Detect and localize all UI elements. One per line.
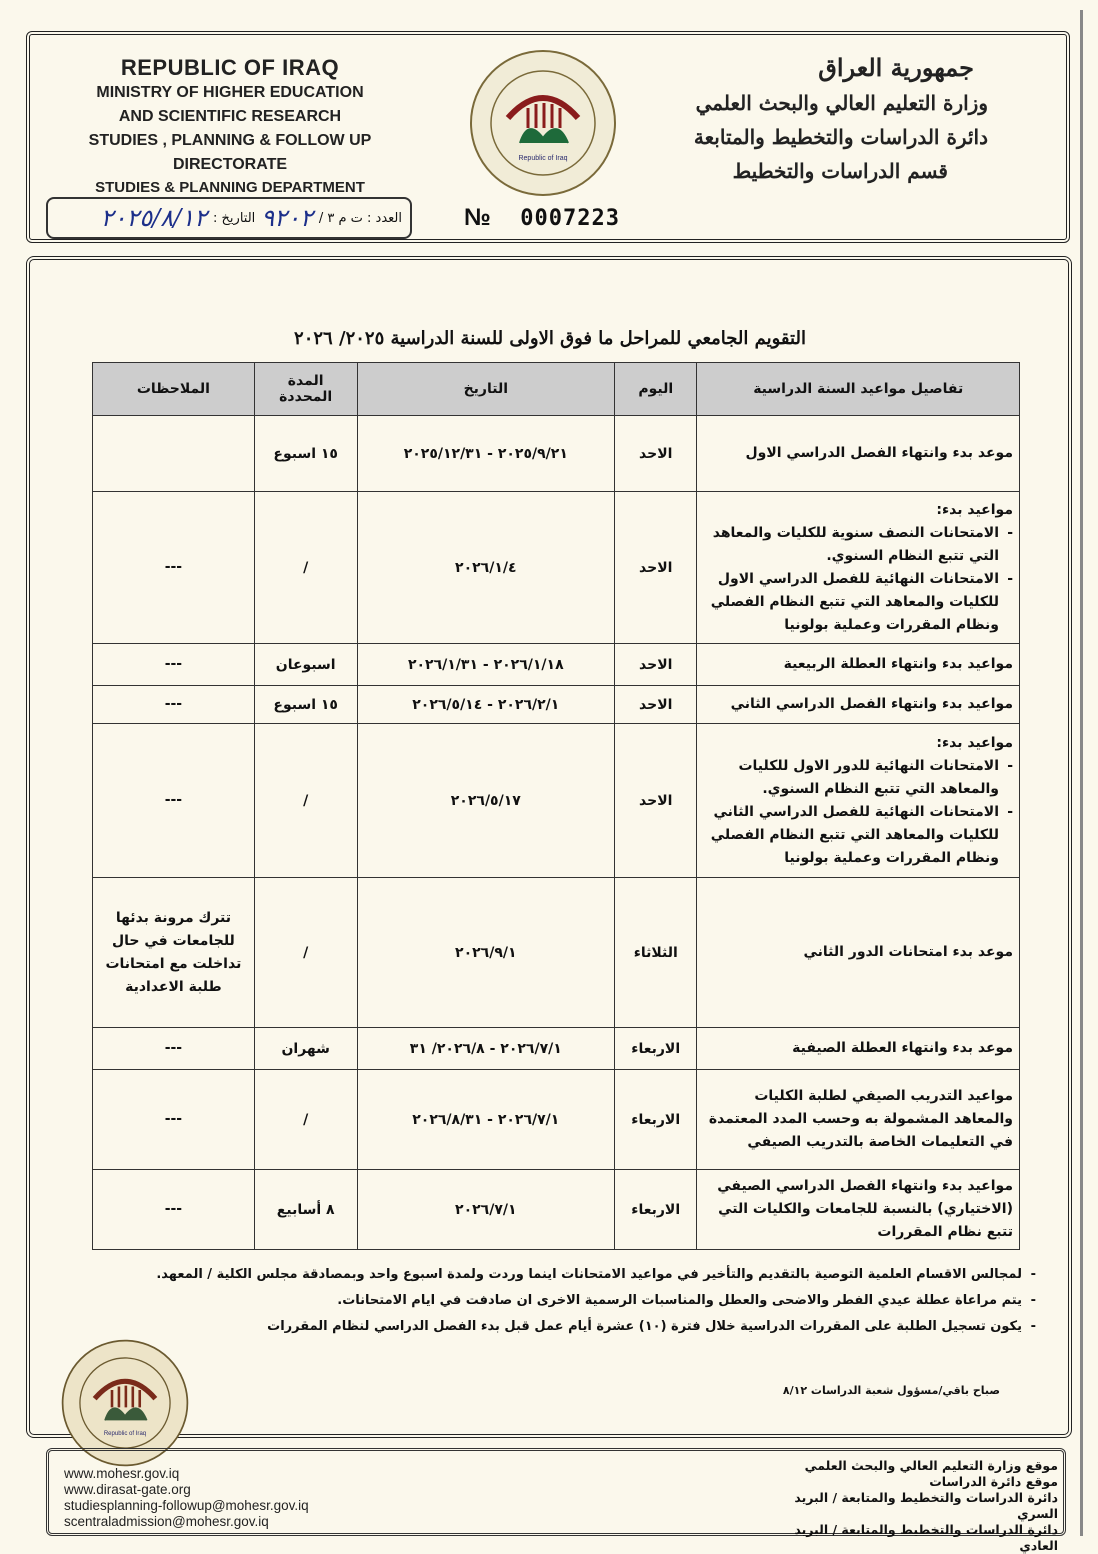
table-row [93,1028,1020,1070]
row-detail: مواعيد بدء وانتهاء الفصل الدراسي الصيفي (الاختياري) بالنسبة للجامعات والكليات التي تتبع نظام المقررات [697,1170,1020,1250]
serial-prefix: № [464,204,492,231]
row-detail: مواعيد بدء وانتهاء الفصل الدراسي الثاني [697,686,1020,724]
row-detail: موعد بدء وانتهاء الفصل الدراسي الاول [697,416,1020,492]
table-row [93,878,1020,1028]
row-notes: --- [93,1170,255,1250]
row-day: الاحد [615,492,697,644]
row-detail: موعد بدء امتحانات الدور الثاني [697,878,1020,1028]
row-detail: مواعيد بدء وانتهاء العطلة الربيعية [697,644,1020,686]
table-row [93,1170,1020,1250]
row-detail [697,492,1020,644]
header-duration: المدة المحددة [254,363,357,416]
table-row [93,686,1020,724]
row-detail: موعد بدء وانتهاء العطلة الصيفية [697,1028,1020,1070]
row-detail-bullet: - الامتحانات النصف سنوية للكليات والمعاهد التي تتبع النظام السنوي. [703,522,1013,568]
footer-label: موقع دائرة الدراسات [929,1474,1058,1489]
svg-text:Republic of Iraq: Republic of Iraq [103,1431,147,1438]
row-duration: ١٥ اسبوع [254,416,357,492]
row-detail-bullet: - الامتحانات النهائية للفصل الدراسي الثاني للكليات والمعاهد التي تتبع النظام الفصلي ونظام المقررات وعملية بولونيا [703,801,1013,870]
row-duration: شهران [254,1028,357,1070]
table-row [93,416,1020,492]
en-ministry-line1: MINISTRY OF HIGHER EDUCATION [96,84,364,101]
row-notes: --- [93,644,255,686]
serial-value: 0007223 [520,206,620,231]
row-duration: / [254,878,357,1028]
footer-link[interactable]: www.dirasat-gate.org [64,1482,191,1497]
row-duration: اسبوعان [254,644,357,686]
header-notes: الملاحظات [93,363,255,416]
serial-number [464,204,620,232]
ref-number-label: العدد : ت م ٣ / [318,210,402,226]
row-day: الاحد [615,416,697,492]
footnote-item: - يكون تسجيل الطلبة على المقررات الدراسية خلال فترة (١٠) عشرة أيام عمل قبل بدء الفصل الدراسي لنظام المقررات [110,1314,1036,1340]
en-directorate: STUDIES , PLANNING & FOLLOW UP DIRECTORATE [88,132,372,173]
footer-label: دائرة الدراسات والتخطيط والمتابعة / البريد السري [794,1490,1058,1521]
table-row [93,492,1020,644]
row-duration: / [254,724,357,878]
footnotes-list [110,1262,1036,1340]
ref-number-value: ٩٢٠٢ [261,204,313,232]
row-detail-bullet: - الامتحانات النهائية للفصل الدراسي الاول للكليات والمعاهد التي تتبع النظام الفصلي ونظام المقررات وعملية بولونيا [703,568,1013,637]
footer-contacts-ar [758,1458,1058,1554]
row-date: ٢٠٢٦/٧/١ - ٢٠٢٦/٨/ ٣١ [357,1028,614,1070]
ar-ministry: وزارة التعليم العالي والبحث العلمي [695,91,988,115]
row-date: ٢٠٢٦/١/١٨ - ٢٠٢٦/١/٣١ [357,644,614,686]
en-ministry-line2: AND SCIENTIFIC RESEARCH [118,108,342,125]
table-row [93,724,1020,878]
academic-calendar-table [92,362,1020,1250]
row-date: ٢٠٢٦/٧/١ [357,1170,614,1250]
footer-contacts-en [64,1466,309,1530]
document-title: التقويم الجامعي للمراحل ما فوق الاولى للسنة الدراسية ٢٠٢٥/ ٢٠٢٦ [294,328,806,349]
row-day: الاحد [615,686,697,724]
row-detail-head: مواعيد بدء: [936,734,1013,751]
row-notes: --- [93,1028,255,1070]
footer-label: دائرة الدراسات والتخطيط والمتابعة / البريد العادي [794,1522,1058,1553]
row-duration: / [254,492,357,644]
row-detail [697,724,1020,878]
svg-text:Republic of Iraq: Republic of Iraq [518,155,568,162]
en-department: STUDIES & PLANNING DEPARTMENT [95,179,365,196]
row-day: الثلاثاء [615,878,697,1028]
footer-email[interactable]: studiesplanning-followup@mohesr.gov.iq [64,1498,309,1513]
signature-note: صباح باقي/مسؤول شعبة الدراسات ٨/١٢ [782,1384,1000,1397]
ref-date-value: ٢٠٢٥/٨/١٢ [100,204,208,232]
row-date: ٢٠٢٦/١/٤ [357,492,614,644]
table-header-row [93,363,1020,416]
row-notes: --- [93,686,255,724]
row-detail-bullet: - الامتحانات النهائية للدور الاول للكليات والمعاهد التي تتبع النظام السنوي. [703,755,1013,801]
row-day: الاربعاء [615,1170,697,1250]
row-date: ٢٠٢٥/٩/٢١ - ٢٠٢٥/١٢/٣١ [357,416,614,492]
row-notes: --- [93,492,255,644]
letterhead-arabic [608,50,988,188]
row-detail-head: مواعيد بدء: [936,501,1013,518]
footnote-item: - يتم مراعاة عطلة عيدي الفطر والاضحى والعطل والمناسبات الرسمية الاخرى ان صادفت في ايام الامتحانات. [110,1288,1036,1314]
page-edge [1080,10,1083,1536]
row-day: الاربعاء [615,1070,697,1170]
row-day: الاحد [615,644,697,686]
header-date: التاريخ [357,363,614,416]
ministry-seal-icon [468,48,618,198]
row-detail: مواعيد التدريب الصيفي لطلبة الكليات والمعاهد المشمولة به وحسب المدد المعتمدة في التعليمات الخاصة بالتدريب الصيفي [697,1070,1020,1170]
footer-email[interactable]: scentraladmission@mohesr.gov.iq [64,1514,269,1529]
table-row [93,644,1020,686]
header-day: اليوم [615,363,697,416]
footer-label: موقع وزارة التعليم العالي والبحث العلمي [804,1458,1058,1473]
row-duration: / [254,1070,357,1170]
letterhead-english [30,55,430,199]
row-day: الاربعاء [615,1028,697,1070]
table-row [93,1070,1020,1170]
footer-link[interactable]: www.mohesr.gov.iq [64,1466,180,1481]
row-duration: ٨ أسابيع [254,1170,357,1250]
row-notes: --- [93,724,255,878]
row-notes: --- [93,1070,255,1170]
ar-country: جمهورية العراق [818,53,974,82]
reference-number-box [46,197,412,239]
ref-date-label: التاريخ : [213,210,256,226]
en-country: REPUBLIC OF IRAQ [120,55,340,80]
footnote-item: - لمجالس الاقسام العلمية التوصية بالتقديم والتأخير في مواعيد الامتحانات اينما وردت ولمدة اسبوع واحد وبمصادقة مجلس الكلية / المعهد. [110,1262,1036,1288]
row-date: ٢٠٢٦/٧/١ - ٢٠٢٦/٨/٣١ [357,1070,614,1170]
row-date: ٢٠٢٦/٢/١ - ٢٠٢٦/٥/١٤ [357,686,614,724]
ar-directorate: دائرة الدراسات والتخطيط والمتابعة [693,125,988,149]
row-date: ٢٠٢٦/٥/١٧ [357,724,614,878]
row-duration: ١٥ اسبوع [254,686,357,724]
row-date: ٢٠٢٦/٩/١ [357,878,614,1028]
row-notes [93,416,255,492]
ar-department: قسم الدراسات والتخطيط [732,159,948,183]
row-notes: تترك مرونة بدئها للجامعات في حال تداخلت مع امتحانات طلبة الاعدادية [93,878,255,1028]
row-day: الاحد [615,724,697,878]
header-detail: تفاصيل مواعيد السنة الدراسية [697,363,1020,416]
